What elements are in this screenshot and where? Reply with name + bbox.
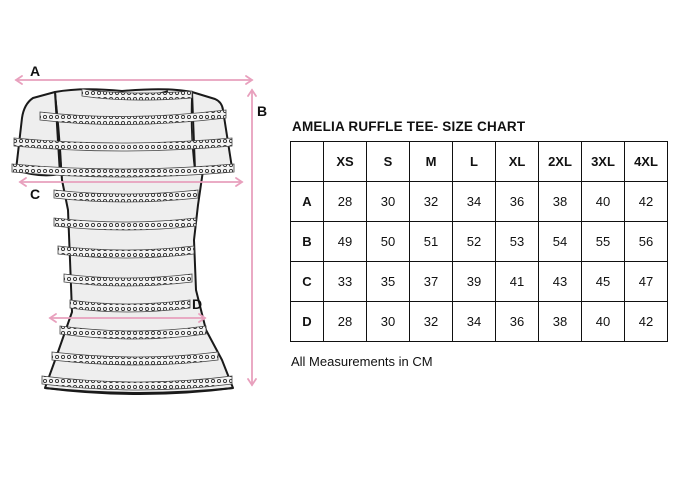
table-cell: 52	[453, 222, 496, 262]
table-cell: 40	[582, 182, 625, 222]
table-cell: 34	[453, 182, 496, 222]
size-header: 4XL	[625, 142, 668, 182]
table-cell: 39	[453, 262, 496, 302]
table-cell: 34	[453, 302, 496, 342]
size-header: XL	[496, 142, 539, 182]
size-header: L	[453, 142, 496, 182]
units-note: All Measurements in CM	[291, 354, 433, 369]
size-header: XS	[324, 142, 367, 182]
table-cell: 53	[496, 222, 539, 262]
label-b: B	[257, 103, 268, 119]
table-cell: 35	[367, 262, 410, 302]
table-row	[291, 222, 668, 262]
row-label: A	[291, 182, 324, 222]
label-c: C	[30, 186, 41, 202]
table-cell: 43	[539, 262, 582, 302]
table-row	[291, 262, 668, 302]
table-cell: 38	[539, 302, 582, 342]
table-header-row	[291, 142, 668, 182]
table-cell: 28	[324, 302, 367, 342]
tee-body	[16, 89, 233, 394]
garment-diagram	[0, 0, 275, 490]
table-cell: 42	[625, 182, 668, 222]
label-d: D	[192, 296, 203, 312]
row-label: D	[291, 302, 324, 342]
size-header: S	[367, 142, 410, 182]
table-cell: 32	[410, 302, 453, 342]
row-label: C	[291, 262, 324, 302]
table-cell: 54	[539, 222, 582, 262]
table-cell: 41	[496, 262, 539, 302]
table-cell: 37	[410, 262, 453, 302]
table-row	[291, 302, 668, 342]
table-cell: 30	[367, 182, 410, 222]
chart-title: AMELIA RUFFLE TEE- SIZE CHART	[292, 119, 526, 134]
table-cell: 40	[582, 302, 625, 342]
table-cell: 30	[367, 302, 410, 342]
size-header: 3XL	[582, 142, 625, 182]
table-cell: 28	[324, 182, 367, 222]
table-cell: 47	[625, 262, 668, 302]
table-cell: 56	[625, 222, 668, 262]
size-header: 2XL	[539, 142, 582, 182]
table-cell: 45	[582, 262, 625, 302]
table-cell: 42	[625, 302, 668, 342]
table-cell: 32	[410, 182, 453, 222]
size-table	[290, 141, 668, 342]
table-cell: 36	[496, 182, 539, 222]
table-corner-cell	[291, 142, 324, 182]
arrow-b	[248, 90, 256, 385]
table-cell: 36	[496, 302, 539, 342]
row-label: B	[291, 222, 324, 262]
table-cell: 38	[539, 182, 582, 222]
table-cell: 33	[324, 262, 367, 302]
table-cell: 50	[367, 222, 410, 262]
table-row	[291, 182, 668, 222]
table-cell: 55	[582, 222, 625, 262]
arrow-a	[16, 76, 252, 84]
table-cell: 51	[410, 222, 453, 262]
size-header: M	[410, 142, 453, 182]
label-a: A	[30, 63, 41, 79]
table-cell: 49	[324, 222, 367, 262]
